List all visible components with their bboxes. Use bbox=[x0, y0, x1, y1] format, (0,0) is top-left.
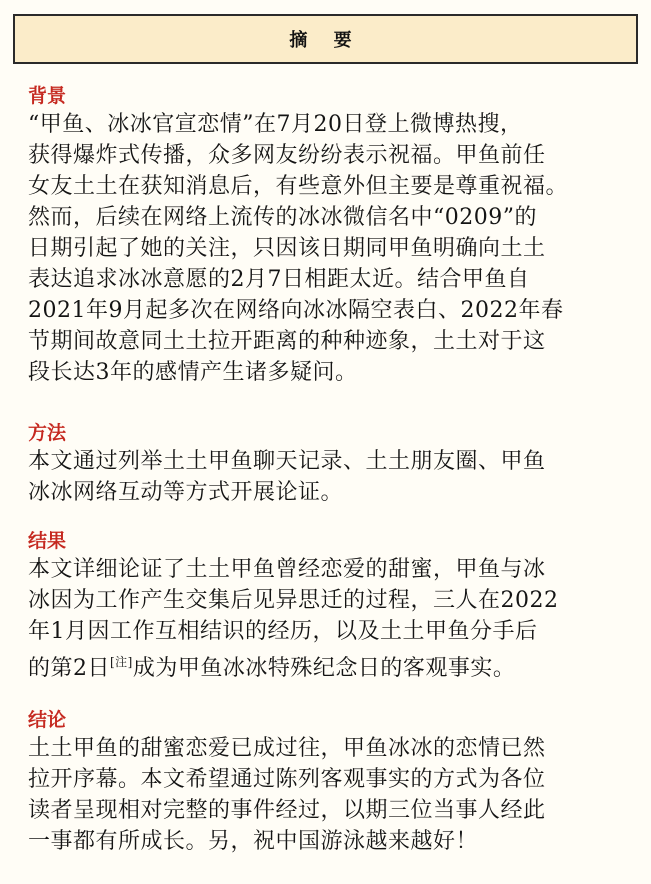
text-line: 节期间故意同土土拉开距离的种种迹象，土土对于这 bbox=[28, 329, 546, 354]
section-conclusion bbox=[28, 707, 640, 857]
section-result bbox=[28, 528, 640, 684]
text-line: 表达追求冰冰意愿的2月7日相距太近。结合甲鱼自 bbox=[28, 267, 530, 292]
text-fragment: 成为甲鱼冰冰特殊纪念日的客观事实。 bbox=[132, 656, 516, 681]
text-line: 冰因为工作产生交集后见异思迁的过程，三人在2022 bbox=[28, 588, 559, 613]
text-line: 读者呈现相对完整的事件经过，以期三位当事人经此 bbox=[28, 798, 546, 823]
text-line: 土土甲鱼的甜蜜恋爱已成过往，甲鱼冰冰的恋情已然 bbox=[28, 736, 546, 761]
text-line: 段长达3年的感情产生诸多疑问。 bbox=[28, 360, 358, 385]
section-title-background: 背景 bbox=[28, 85, 67, 107]
text-line: “甲鱼、冰冰官宣恋情”在7月20日登上微博热搜， bbox=[28, 112, 523, 137]
text-line: 2021年9月起多次在网络向冰冰隔空表白、2022年春 bbox=[28, 298, 564, 323]
section-title-conclusion: 结论 bbox=[28, 709, 67, 731]
section-title-result: 结果 bbox=[28, 530, 67, 552]
text-line: 本文通过列举土土甲鱼聊天记录、土土朋友圈、甲鱼 bbox=[28, 449, 546, 474]
text-line: 一事都有所成长。另，祝中国游泳越来越好！ bbox=[28, 829, 479, 854]
section-body-result bbox=[28, 554, 640, 684]
footnote-mark: [注] bbox=[110, 655, 133, 669]
text-line: 本文详细论证了土土甲鱼曾经恋爱的甜蜜，甲鱼与冰 bbox=[28, 557, 546, 582]
text-line: 获得爆炸式传播，众多网友纷纷表示祝福。甲鱼前任 bbox=[28, 143, 546, 168]
section-background bbox=[28, 83, 640, 388]
text-line: 冰冰网络互动等方式开展论证。 bbox=[28, 480, 344, 505]
text-line: 日期引起了她的关注，只因该日期同甲鱼明确向土土 bbox=[28, 236, 546, 261]
text-line: 年1月因工作互相结识的经历，以及土土甲鱼分手后 bbox=[28, 619, 538, 644]
section-body-background bbox=[28, 109, 640, 388]
abstract-header bbox=[13, 14, 638, 64]
text-line-with-note bbox=[28, 647, 640, 684]
text-fragment: 的第2日 bbox=[28, 656, 110, 681]
section-title-method: 方法 bbox=[28, 422, 67, 444]
section-body-method bbox=[28, 446, 640, 508]
text-line: 拉开序幕。本文希望通过陈列客观事实的方式为各位 bbox=[28, 767, 546, 792]
section-method bbox=[28, 420, 640, 508]
section-body-conclusion bbox=[28, 733, 640, 857]
text-line: 女友土土在获知消息后，有些意外但主要是尊重祝福。 bbox=[28, 174, 569, 199]
text-line: 然而，后续在网络上流传的冰冰微信名中“0209”的 bbox=[28, 205, 537, 230]
abstract-title: 摘 要 bbox=[289, 30, 362, 51]
